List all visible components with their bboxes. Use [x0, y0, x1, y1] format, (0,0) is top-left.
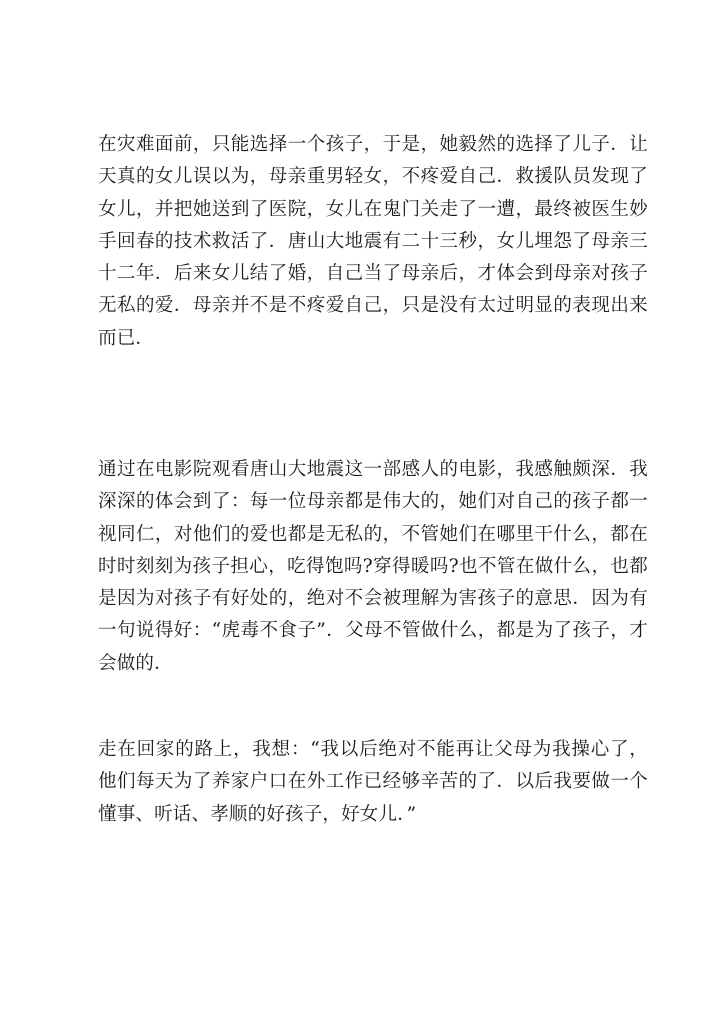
- paragraph-2: 通过在电影院观看唐山大地震这一部感人的电影，我感触颇深．我深深的体会到了：每一位母亲都是伟大的，她们对自己的孩子都一视同仁，对他们的爱也都是无私的，不管她们在哪里干什么，都在时时刻刻为孩子担心，吃得饱吗?穿得暖吗?也不管在做什么，也都是因为对孩子有好处的，绝对不会被理解为害孩子的意思．因为有一句说得好：“虎毒不食子”．父母不管做什么，都是为了孩子，才会做的．: [98, 459, 648, 674]
- paragraph-1: 在灾难面前，只能选择一个孩子，于是，她毅然的选择了儿子．让天真的女儿误以为，母亲重男轻女，不疼爱自己．救援队员发现了女儿，并把她送到了医院，女儿在鬼门关走了一遭，最终被医生妙手回春的技术救活了．唐山大地震有二十三秒，女儿埋怨了母亲三十二年．后来女儿结了婚，自己当了母亲后，才体会到母亲对孩子无私的爱．母亲并不是不疼爱自己，只是没有太过明显的表现出来而已．: [98, 134, 648, 349]
- paragraph-3: 走在回家的路上，我想：“我以后绝对不能再让父母为我操心了，他们每天为了养家户口在外工作已经够辛苦的了．以后我要做一个懂事、听话、孝顺的好孩子，好女儿．”: [98, 739, 648, 825]
